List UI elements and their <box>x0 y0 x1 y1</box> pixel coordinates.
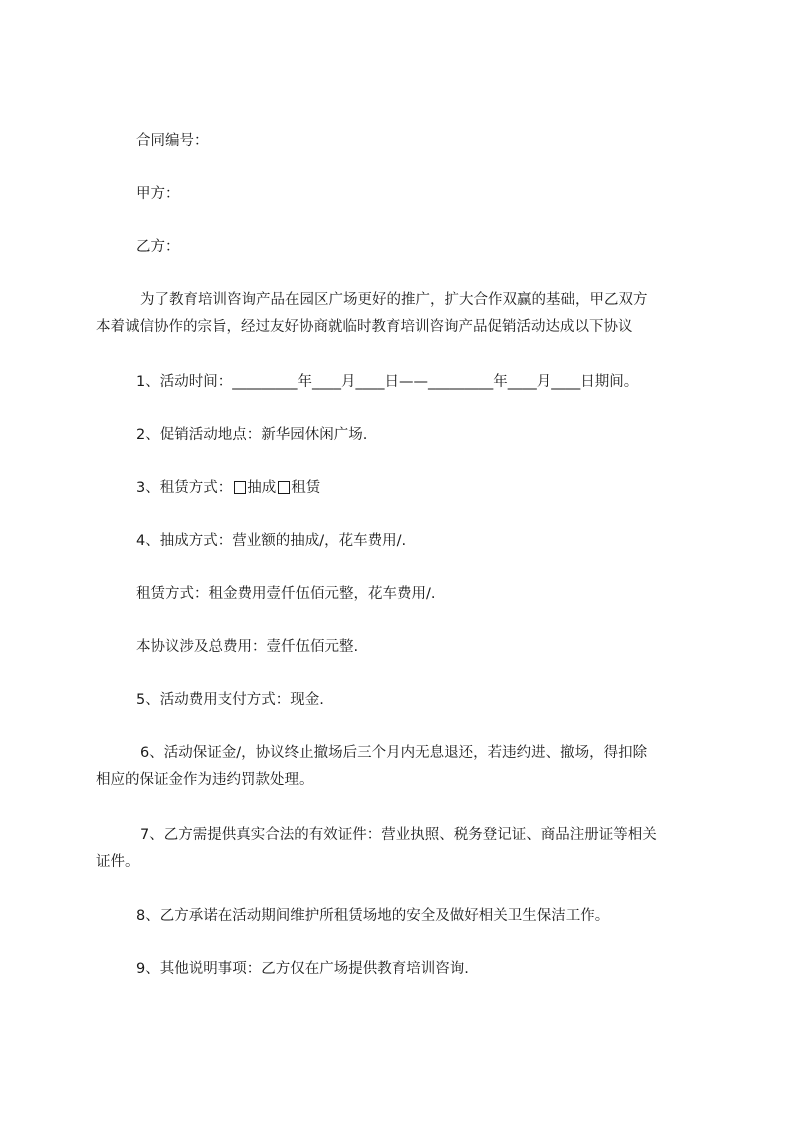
party-a-label: 甲方： <box>136 186 180 202</box>
commission-option-label: 抽成 <box>247 480 277 496</box>
lease-option-label: 租赁 <box>291 480 321 496</box>
commission-checkbox[interactable] <box>234 481 246 494</box>
intro-paragraph-line2: 本着诚信协作的宗旨，经过友好协商就临时教育培训咨询产品促销活动达成以下协议 <box>96 319 633 335</box>
clause-activity-time: 1、活动时间：_________年____月____日——_________年____月____日期间。 <box>136 374 639 390</box>
clause-payment-method: 5、活动费用支付方式：现金. <box>136 692 324 708</box>
intro-paragraph-line1: 为了教育培训咨询产品在园区广场更好的推广，扩大合作双赢的基础，甲乙双方 <box>140 292 648 308</box>
party-b-label: 乙方： <box>136 239 180 255</box>
clause-certificates-line1: 7、乙方需提供真实合法的有效证件：营业执照、税务登记证、商品注册证等相关 <box>140 827 657 843</box>
clause-rent-method: 租赁方式：租金费用壹仟伍佰元整，花车费用/. <box>136 586 436 602</box>
contract-number-label: 合同编号： <box>136 133 209 149</box>
clause-activity-location: 2、促销活动地点：新华园休闲广场. <box>136 427 368 443</box>
lease-checkbox[interactable] <box>278 481 290 494</box>
clause-deposit-line1: 6、活动保证金/，协议终止撤场后三个月内无息退还，若违约进、撤场，得扣除 <box>140 745 648 761</box>
clause-certificates-line2: 证件。 <box>96 854 140 870</box>
clause-lease-mode: 3、租赁方式： 抽成 租赁 <box>136 480 321 496</box>
clause-commission-method: 4、抽成方式：营业额的抽成/，花车费用/. <box>136 533 407 549</box>
clause-site-safety: 8、乙方承诺在活动期间维护所租赁场地的安全及做好相关卫生保洁工作。 <box>136 908 610 924</box>
clause-other-notes: 9、其他说明事项：乙方仅在广场提供教育培训咨询. <box>136 961 469 977</box>
clause-deposit-line2: 相应的保证金作为违约罚款处理。 <box>96 772 314 788</box>
clause-total-fee: 本协议涉及总费用：壹仟伍佰元整. <box>136 639 359 655</box>
